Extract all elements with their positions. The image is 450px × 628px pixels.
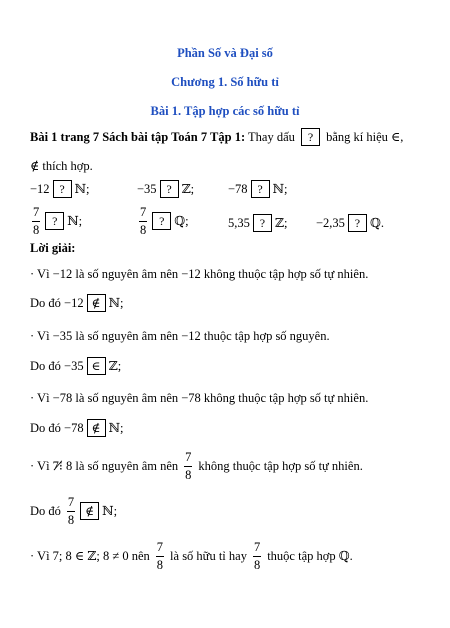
answer-box[interactable]: ? <box>251 180 270 198</box>
problem-prompt-a: Thay dấu <box>245 129 298 144</box>
solution-step-5 <box>30 541 353 571</box>
item-number: −35 <box>137 181 157 196</box>
item-number: −78 <box>228 181 248 196</box>
conclusion-text: Do đó −78 <box>30 420 84 435</box>
problem-prompt-b: bằng kí hiệu ∈, <box>323 130 404 144</box>
fraction: $\frac{7}{8}$ <box>185 450 192 482</box>
set-symbol: ℕ; <box>67 214 83 228</box>
exercise-item-6 <box>228 214 287 232</box>
conclusion-text: Do đó −35 <box>30 358 84 373</box>
answer-box: ∉ <box>87 294 106 312</box>
item-number: −12 <box>30 181 50 196</box>
item-number: 5,35 <box>228 215 250 230</box>
answer-box[interactable]: ? <box>253 214 272 232</box>
answer-box[interactable]: ? <box>152 212 171 230</box>
exercise-item-2 <box>137 180 194 198</box>
fraction: $\frac{7}{8}$ <box>156 540 164 572</box>
set-symbol: ℤ; <box>274 216 288 230</box>
exercise-item-5 <box>137 206 189 236</box>
conclusion-1 <box>30 294 123 312</box>
part-title: Phần Số và Đại số <box>177 46 273 60</box>
set-symbol: ℚ; <box>174 214 189 228</box>
set-symbol: ℚ. <box>369 216 384 230</box>
conclusion-text: Do đó −12 <box>30 295 84 310</box>
conclusion-text: Do đó <box>30 503 61 518</box>
fraction: $\frac{7}{8}$ <box>67 495 75 527</box>
answer-box: ∈ <box>87 357 106 375</box>
solution-step-3: · Vì −78 là số nguyên âm nên −78 không thuộc tập hợp số tự nhiên. <box>30 391 369 405</box>
set-symbol: ℕ; <box>272 182 288 196</box>
step-text: là số hữu tỉ hay <box>170 548 247 563</box>
answer-box[interactable]: ? <box>160 180 179 198</box>
exercise-item-4 <box>30 206 82 236</box>
problem-statement <box>30 128 403 146</box>
item-number: −2,35 <box>316 215 345 230</box>
solution-step-2: · Vì −35 là số nguyên âm nên −12 thuộc tập hợp số nguyên. <box>30 329 330 343</box>
step-text: thuộc tập hợp ℚ. <box>267 549 353 563</box>
set-symbol: ℕ; <box>74 182 90 196</box>
solution-heading: Lời giải: <box>30 241 76 255</box>
answer-box: ∉ <box>80 502 99 520</box>
solution-step-1: · Vì −12 là số nguyên âm nên −12 không thuộc tập hợp số tự nhiên. <box>30 267 369 281</box>
lesson-title: Bài 1. Tập hợp các số hữu tỉ <box>150 104 300 118</box>
set-symbol: ℤ; <box>108 359 122 373</box>
answer-box: ∉ <box>87 419 106 437</box>
set-symbol: ℕ; <box>108 421 124 435</box>
exercise-item-7 <box>316 214 384 232</box>
exercise-item-1 <box>30 180 89 198</box>
fraction: $\frac{7}{8}$ <box>253 540 261 572</box>
chapter-title: Chương 1. Số hữu tỉ <box>171 75 279 89</box>
fraction: $\frac{7}{8}$ <box>33 205 40 237</box>
conclusion-3 <box>30 419 123 437</box>
answer-box[interactable]: ? <box>45 212 64 230</box>
prompt-placeholder-box: ? <box>301 128 320 146</box>
exercise-item-3 <box>228 180 287 198</box>
conclusion-4 <box>30 496 117 526</box>
conclusion-2 <box>30 357 121 375</box>
set-symbol: ℤ; <box>181 182 195 196</box>
problem-prompt-line2: ∉ thích hợp. <box>30 159 93 173</box>
problem-heading: Bài 1 trang 7 Sách bài tập Toán 7 Tập 1: <box>30 129 246 144</box>
set-symbol: ℕ; <box>108 296 124 310</box>
step-text: không thuộc tập hợp số tự nhiên. <box>198 458 363 473</box>
fraction: $\frac{7}{8}$ <box>140 205 147 237</box>
set-symbol: ℕ; <box>102 504 118 518</box>
step-text: · Vì 7⁝̸ 8 là số nguyên âm nên <box>30 459 179 473</box>
answer-box[interactable]: ? <box>348 214 367 232</box>
solution-step-4 <box>30 451 363 481</box>
answer-box[interactable]: ? <box>53 180 72 198</box>
step-text: · Vì 7; 8 ∈ ℤ; 8 ≠ 0 nên <box>30 549 150 563</box>
